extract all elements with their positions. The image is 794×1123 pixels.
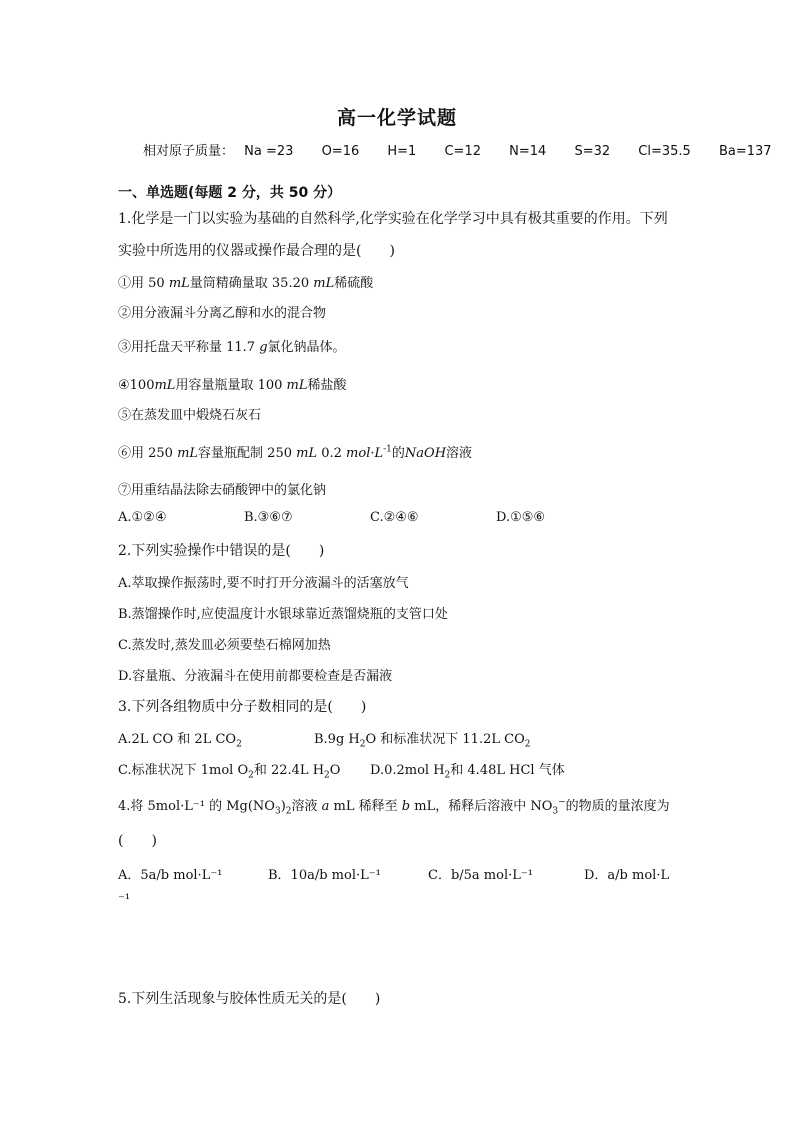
unit: mL xyxy=(177,446,199,461)
text: D.0.2mol H xyxy=(370,763,445,778)
unit: mL xyxy=(286,378,308,393)
q1-stem-line2: 实验中所选用的仪器或操作最合理的是( ) xyxy=(118,243,395,259)
text: 容量瓶配制 250 xyxy=(198,446,297,461)
text: 的 xyxy=(391,446,405,461)
text: A.2L CO 和 2L CO xyxy=(118,732,237,747)
q4-option-d-wrap: ⁻¹ xyxy=(118,892,131,907)
unit: mol·L xyxy=(346,446,384,461)
unit: mL xyxy=(154,378,176,393)
atomic-mass-n: N=14 xyxy=(509,144,547,159)
text: 溶液 xyxy=(446,446,473,461)
q3-option-a[interactable] xyxy=(118,728,242,750)
page-title: 高一化学试题 xyxy=(336,107,457,129)
text: 稀盐酸 xyxy=(307,378,347,393)
subscript: 3 xyxy=(552,806,559,817)
q1-item-4 xyxy=(118,374,347,393)
variable: b xyxy=(401,799,411,814)
q4-option-c[interactable]: C．b/5a mol·L⁻¹ xyxy=(428,868,533,883)
text: ④100 xyxy=(118,378,155,393)
atomic-mass-cl: Cl=35.5 xyxy=(638,144,691,159)
variable: a xyxy=(321,799,330,814)
q1-item-5: ⑤在蒸发皿中煅烧石灰石 xyxy=(118,408,262,423)
atomic-mass-o: O=16 xyxy=(321,144,360,159)
unit: mL xyxy=(296,446,318,461)
q1-option-c[interactable]: C.②④⑥ xyxy=(370,510,419,525)
text: ⑥用 250 xyxy=(118,446,178,461)
q3-option-b[interactable] xyxy=(314,728,530,750)
q3-option-c[interactable] xyxy=(118,759,340,781)
atomic-mass-line xyxy=(143,140,794,159)
unit: mL xyxy=(168,276,190,291)
text: 稀硫酸 xyxy=(334,276,374,291)
section-heading: 一、单选题(每题 2 分，共 50 分） xyxy=(118,185,342,201)
subscript: 2 xyxy=(248,770,254,781)
text: O xyxy=(329,763,341,778)
text: 4.将 5mol·L⁻¹ 的 Mg(NO xyxy=(118,799,275,814)
text: mL 稀释至 xyxy=(329,799,402,814)
subscript: 2 xyxy=(285,806,292,817)
text: ①用 50 xyxy=(118,276,169,291)
q1-option-b[interactable]: B.③⑥⑦ xyxy=(244,510,293,525)
text: 量筒精确量取 35.20 xyxy=(189,276,314,291)
text: 氯化钠晶体。 xyxy=(267,340,346,355)
q1-item-3 xyxy=(118,336,346,355)
text: 0.2 xyxy=(317,446,347,461)
q2-option-a[interactable]: A.萃取操作振荡时,要不时打开分液漏斗的活塞放气 xyxy=(118,576,409,591)
atomic-mass-h: H=1 xyxy=(387,144,417,159)
subscript: 2 xyxy=(444,770,451,781)
unit: mL xyxy=(313,276,335,291)
q4-option-a[interactable]: A．5a/b mol·L⁻¹ xyxy=(118,868,223,883)
q2-option-d[interactable]: D.容量瓶、分液漏斗在使用前都要检查是否漏液 xyxy=(118,669,393,684)
q2-option-b[interactable]: B.蒸馏操作时,应使温度计水银球靠近蒸馏烧瓶的支管口处 xyxy=(118,607,448,622)
q1-item-7: ⑦用重结晶法除去硝酸钾中的氯化钠 xyxy=(118,483,327,498)
q2-stem: 2.下列实验操作中错误的是( ) xyxy=(118,543,325,559)
q1-item-2: ②用分液漏斗分离乙醇和水的混合物 xyxy=(118,306,327,321)
q4-option-b[interactable]: B．10a/b mol·L⁻¹ xyxy=(268,868,381,883)
q4-stem xyxy=(118,795,670,817)
q3-option-d[interactable] xyxy=(370,759,565,781)
text: 和 4.48L HCl 气体 xyxy=(450,763,565,778)
superscript: -1 xyxy=(383,444,392,455)
atomic-mass-ba: Ba=137 xyxy=(718,144,772,159)
text: O 和标准状况下 11.2L CO xyxy=(365,732,525,747)
q5-stem: 5.下列生活现象与胶体性质无关的是( ) xyxy=(118,991,381,1007)
subscript: 2 xyxy=(236,739,242,750)
subscript: 2 xyxy=(524,739,531,750)
q1-stem-line1: 1.化学是一门以实验为基础的自然科学,化学实验在化学学习中具有极其重要的作用。下列 xyxy=(118,211,668,227)
q3-stem: 3.下列各组物质中分子数相同的是( ) xyxy=(118,699,367,715)
subscript: 2 xyxy=(324,770,330,781)
text: mL，稀释后溶液中 NO xyxy=(410,799,553,814)
q1-item-6 xyxy=(118,442,472,461)
superscript: − xyxy=(558,797,566,808)
q1-item-1 xyxy=(118,272,373,291)
text: 和 22.4L H xyxy=(253,763,325,778)
subscript: 3 xyxy=(274,806,281,817)
text: C.标准状况下 1mol O xyxy=(118,763,249,778)
text: 溶液 xyxy=(291,799,322,814)
text: 用容量瓶量取 100 xyxy=(175,378,287,393)
q4-answer-paren: ( ) xyxy=(118,833,157,849)
text: ③用托盘天平称量 11.7 xyxy=(118,340,260,355)
formula: NaOH xyxy=(404,446,447,461)
q1-option-d[interactable]: D.①⑤⑥ xyxy=(496,510,546,525)
atomic-mass-s: S=32 xyxy=(574,144,611,159)
unit: g xyxy=(259,340,268,355)
subscript: 2 xyxy=(359,739,366,750)
text: B.9g H xyxy=(314,732,360,747)
text: ) xyxy=(280,799,286,814)
q1-option-a[interactable]: A.①②④ xyxy=(118,510,167,525)
text: 的物质的量浓度为 xyxy=(565,799,670,814)
q2-option-c[interactable]: C.蒸发时,蒸发皿必须要垫石棉网加热 xyxy=(118,638,331,653)
atomic-mass-label: 相对原子质量： xyxy=(143,144,235,159)
atomic-mass-c: C=12 xyxy=(444,144,481,159)
q4-option-d[interactable]: D．a/b mol·L xyxy=(584,868,670,883)
atomic-mass-na: Na =23 xyxy=(244,144,294,159)
